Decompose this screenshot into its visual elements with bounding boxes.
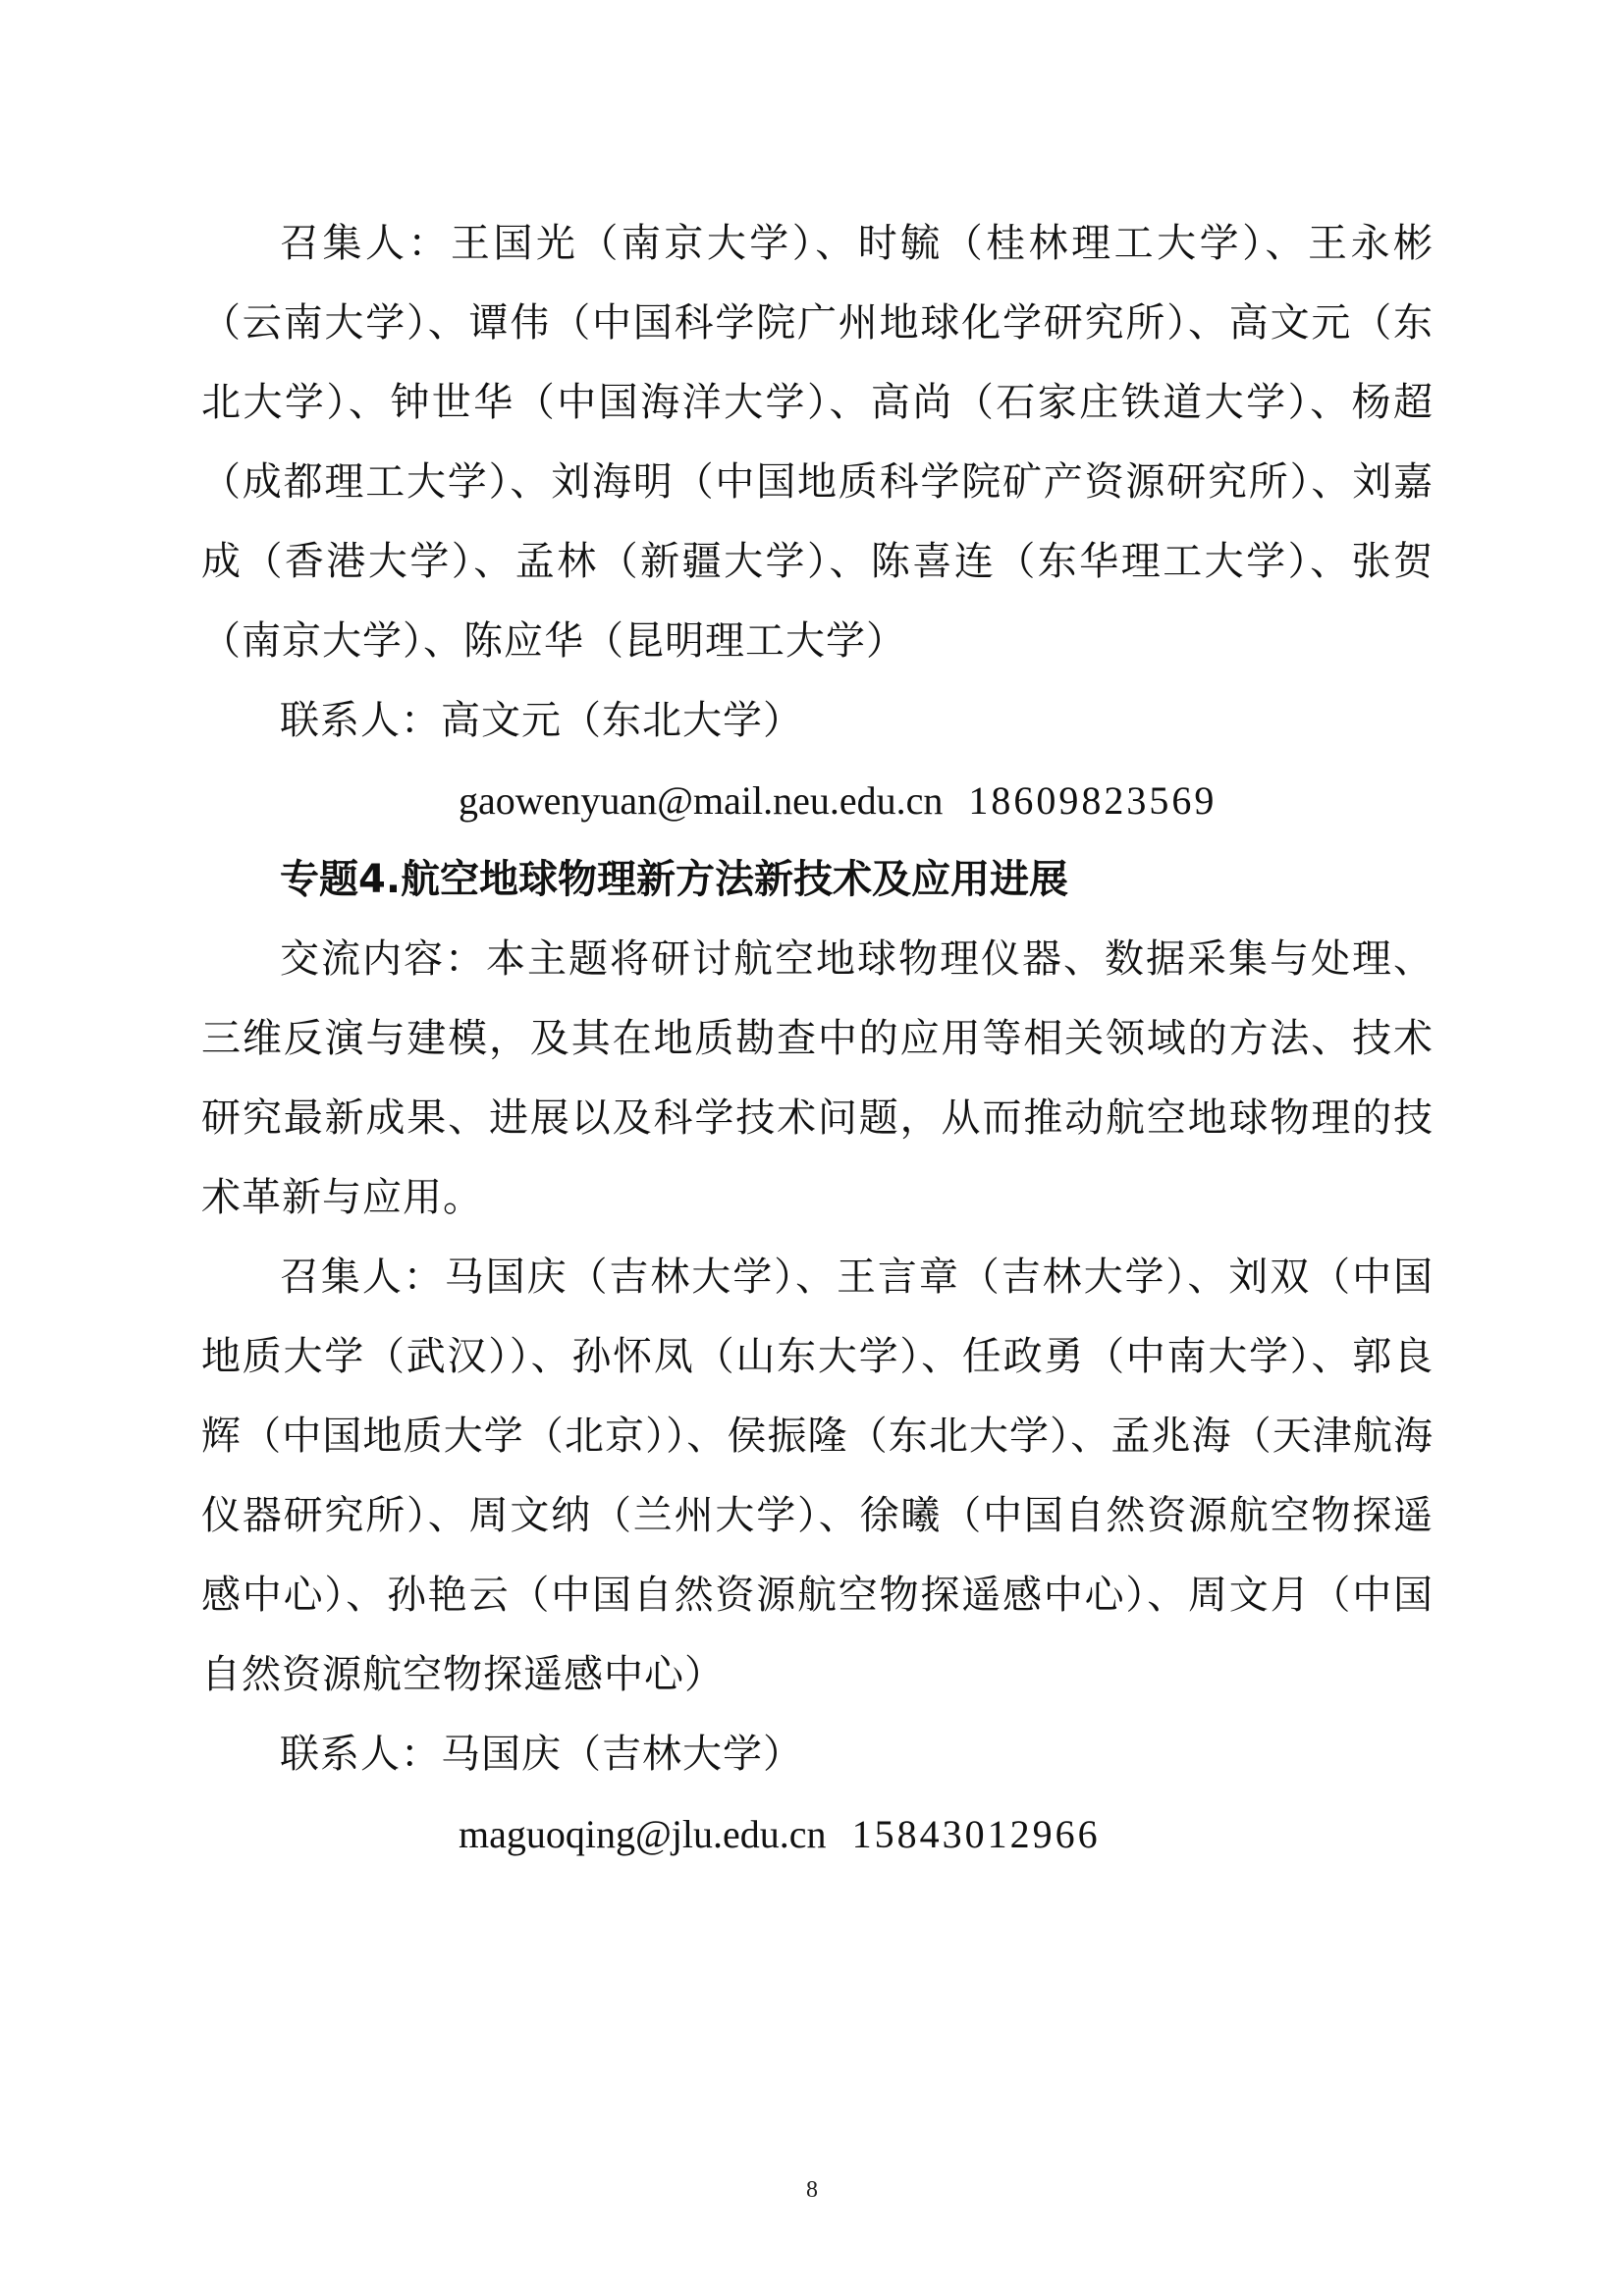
contact-paragraph-1: 联系人：高文元（东北大学） xyxy=(280,698,803,743)
contact-phone-1: 18609823569 xyxy=(968,778,1218,823)
topic-content-paragraph: 交流内容：本主题将研讨航空地球物理仪器、数据采集与处理、三维反演与建模，及其在地质勘查中的应用等相关领域的方法、技术研究最新成果、进展以及科学技术问题，从而推动航空地球物理的技术革新与应用。 xyxy=(201,936,1434,1220)
convenors-paragraph-1: 召集人：王国光（南京大学）、时毓（桂林理工大学）、王永彬（云南大学）、谭伟（中国科学院广州地球化学研究所）、高文元（东北大学）、钟世华（中国海洋大学）、高尚（石家庄铁道大学）、杨超（成都理工大学）、刘海明（中国地质科学院矿产资源研究所）、刘嘉成（香港大学）、孟林（新疆大学）、陈喜连（东华理工大学）、张贺（南京大学）、陈应华（昆明理工大学） xyxy=(201,221,1434,664)
contact-details-1 xyxy=(201,761,1434,840)
contact-email-1[interactable]: gaowenyuan@mail.neu.edu.cn xyxy=(459,778,944,823)
convenors-paragraph-2: 召集人：马国庆（吉林大学）、王言章（吉林大学）、刘双（中国地质大学（武汉））、孙怀凤（山东大学）、任政勇（中南大学）、郭良辉（中国地质大学（北京））、侯振隆（东北大学）、孟兆海（天津航海仪器研究所）、周文纳（兰州大学）、徐曦（中国自然资源航空物探遥感中心）、孙艳云（中国自然资源航空物探遥感中心）、周文月（中国自然资源航空物探遥感中心） xyxy=(201,1255,1434,1697)
contact-phone-2: 15843012966 xyxy=(851,1812,1101,1856)
topic-heading-4: 专题4.航空地球物理新方法新技术及应用进展 xyxy=(280,857,1069,902)
contact-email-2[interactable]: maguoqing@jlu.edu.cn xyxy=(459,1812,827,1856)
contact-details-2 xyxy=(201,1794,1434,1874)
page-number: 8 xyxy=(806,2177,818,2203)
contact-paragraph-2: 联系人：马国庆（吉林大学） xyxy=(280,1732,803,1777)
page-content xyxy=(201,204,1434,1874)
